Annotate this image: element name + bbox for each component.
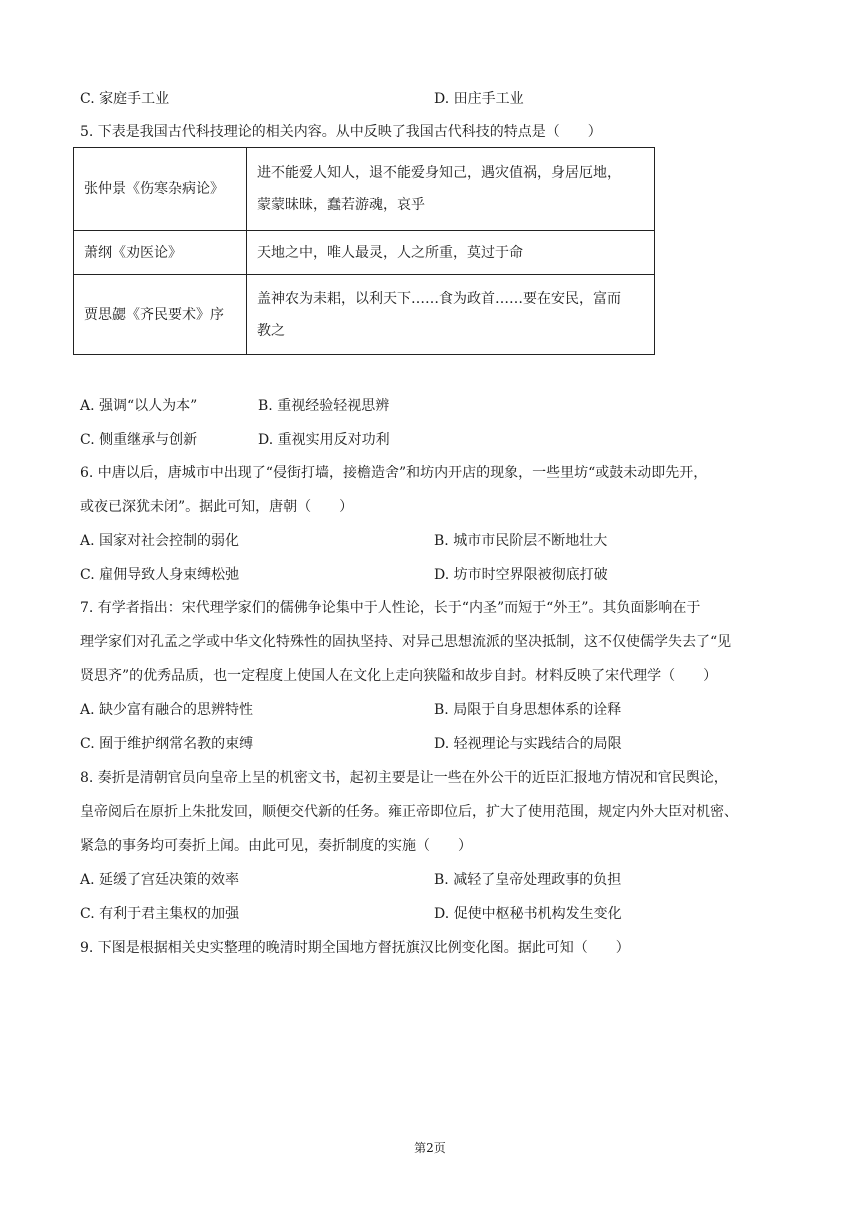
q6-options-ab bbox=[80, 531, 780, 551]
q7-option-a: A. 缺少富有融合的思辨特性 bbox=[80, 702, 254, 718]
q4-options-cd bbox=[80, 89, 780, 109]
q5-option-b: B. 重视经验轻视思辨 bbox=[258, 398, 390, 414]
quote-line: 教之 bbox=[257, 322, 285, 339]
table-cell-quote bbox=[247, 275, 655, 355]
quote-line: 蒙蒙昧昧，蠢若游魂，哀乎 bbox=[257, 197, 425, 213]
table-row bbox=[74, 275, 655, 355]
q6-option-d: D. 坊市时空界限被彻底打破 bbox=[434, 567, 608, 583]
q5-option-a: A. 强调“以人为本” bbox=[80, 398, 198, 414]
q9-stem: 9. 下图是根据相关史实整理的晚清时期全国地方督抚旗汉比例变化图。据此可知（ ） bbox=[80, 940, 630, 956]
q6-option-b: B. 城市市民阶层不断地壮大 bbox=[434, 533, 608, 549]
q5-stem: 5. 下表是我国古代科技理论的相关内容。从中反映了我国古代科技的特点是（ ） bbox=[80, 124, 602, 140]
table-cell-source: 萧纲《劝医论》 bbox=[74, 231, 247, 275]
q4-option-d: D. 田庄手工业 bbox=[434, 91, 524, 107]
table-cell-quote bbox=[247, 231, 655, 275]
q4-option-c: C. 家庭手工业 bbox=[80, 91, 170, 107]
q6-options-cd bbox=[80, 565, 780, 585]
quote-line: 天地之中，唯人最灵，人之所重，莫过于命 bbox=[257, 244, 523, 261]
q7-option-b: B. 局限于自身思想体系的诠释 bbox=[434, 702, 622, 718]
q7-option-d: D. 轻视理论与实践结合的局限 bbox=[434, 736, 622, 752]
table-cell-source: 张仲景《伤寒杂病论》 bbox=[74, 148, 247, 231]
q8-option-c: C. 有利于君主集权的加强 bbox=[80, 906, 240, 922]
q8-options-ab bbox=[80, 870, 780, 890]
q8-option-b: B. 减轻了皇帝处理政事的负担 bbox=[434, 872, 622, 888]
q7-options-cd bbox=[80, 734, 780, 754]
q8-stem-line1: 8. 奏折是清朝官员向皇帝上呈的机密文书，起初主要是让一些在外公干的近臣汇报地方情况和官民舆论， bbox=[80, 770, 728, 786]
q7-stem-line1: 7. 有学者指出：宋代理学家们的儒佛争论集中于人性论，长于“内圣”而短于“外王”。其负面影响在于 bbox=[80, 600, 701, 616]
q6-option-c: C. 雇佣导致人身束缚松弛 bbox=[80, 567, 240, 583]
q7-options-ab bbox=[80, 700, 780, 720]
q5-options-ab bbox=[80, 396, 780, 416]
table-row bbox=[74, 148, 655, 231]
q7-option-c: C. 囿于维护纲常名教的束缚 bbox=[80, 736, 254, 752]
q8-options-cd bbox=[80, 904, 780, 924]
q7-stem-line3: 贤思齐”的优秀品质，也一定程度上使国人在文化上走向狭隘和故步自封。材料反映了宋代理学（ ） bbox=[80, 668, 718, 684]
q5-options-cd bbox=[80, 430, 780, 450]
q8-option-d: D. 促使中枢秘书机构发生变化 bbox=[434, 906, 622, 922]
quote-line: 进不能爱人知人，退不能爱身知己，遇灾值祸，身居厄地， bbox=[257, 165, 621, 181]
q7-stem-line2: 理学家们对孔孟之学或中华文化特殊性的固执坚持、对异己思想流派的坚决抵制，这不仅使儒学失去了“见 bbox=[80, 634, 732, 650]
q5-option-d: D. 重视实用反对功利 bbox=[258, 432, 390, 448]
q8-option-a: A. 延缓了宫廷决策的效率 bbox=[80, 872, 240, 888]
q5-option-c: C. 侧重继承与创新 bbox=[80, 432, 198, 448]
table-cell-source: 贾思勰《齐民要术》序 bbox=[74, 275, 247, 355]
table-cell-quote bbox=[247, 148, 655, 231]
q6-stem-line2: 或夜已深犹未闭”。据此可知，唐朝（ ） bbox=[80, 499, 354, 515]
q6-stem-line1: 6. 中唐以后，唐城市中出现了“侵街打墙，接檐造舍”和坊内开店的现象，一些里坊“或鼓未动即先开， bbox=[80, 465, 708, 481]
table-row bbox=[74, 231, 655, 275]
q6-option-a: A. 国家对社会控制的弱化 bbox=[80, 533, 240, 549]
q5-table bbox=[73, 147, 655, 355]
q8-stem-line2: 皇帝阅后在原折上朱批发回，顺便交代新的任务。雍正帝即位后，扩大了使用范围，规定内外大臣对机密、 bbox=[80, 804, 738, 820]
quote-line: 盖神农为耒耜，以利天下……食为政首……要在安民，富而 bbox=[257, 290, 621, 307]
page-number: 第2页 bbox=[414, 1141, 446, 1155]
q8-stem-line3: 紧急的事务均可奏折上闻。由此可见，奏折制度的实施（ ） bbox=[80, 838, 472, 854]
